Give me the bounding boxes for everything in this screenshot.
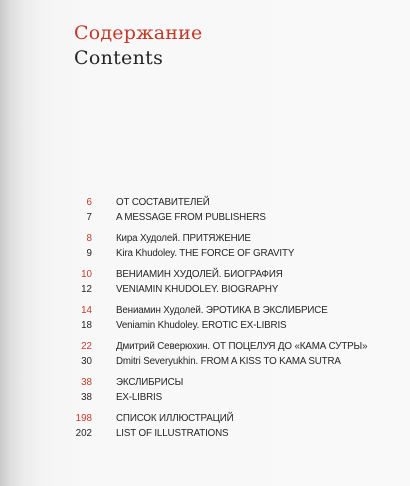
toc-line-russian	[0, 267, 410, 282]
toc-line-russian	[0, 411, 410, 426]
toc-entry-kiss-to-kama-sutra	[0, 339, 410, 369]
toc-line-english	[0, 354, 410, 369]
entry-title: Veniamin Khudoley. EROTIC EX-LIBRIS	[116, 320, 287, 331]
toc-line-russian	[0, 231, 410, 246]
page-number: 14	[81, 305, 92, 316]
toc-entry-list-of-illustrations	[0, 411, 410, 441]
toc-entry-gravity	[0, 231, 410, 261]
page-number: 12	[81, 284, 92, 295]
toc-line-russian	[0, 375, 410, 390]
toc-line-english	[0, 210, 410, 225]
page-number: 6	[86, 197, 92, 208]
heading-russian: Содержание	[74, 22, 203, 44]
entry-title: Kira Khudoley. THE FORCE OF GRAVITY	[116, 248, 295, 259]
page-number: 198	[75, 413, 92, 424]
entry-title: Dmitri Severyukhin. FROM A KISS TO KAMA SUTRA	[116, 356, 341, 367]
page-number: 22	[81, 341, 92, 352]
page-number: 8	[86, 233, 92, 244]
page-number: 202	[75, 428, 92, 439]
toc-line-russian	[0, 303, 410, 318]
toc-entry-biography	[0, 267, 410, 297]
page-number: 7	[86, 212, 92, 223]
toc-line-english	[0, 390, 410, 405]
entry-title: Вениамин Худолей. ЭРОТИКА В ЭКСЛИБРИСЕ	[116, 305, 328, 316]
toc-line-english	[0, 318, 410, 333]
page-number: 38	[81, 377, 92, 388]
entry-title: ЭКСЛИБРИСЫ	[116, 377, 184, 388]
page-number: 9	[86, 248, 92, 259]
entry-title: СПИСОК ИЛЛЮСТРАЦИЙ	[116, 413, 234, 424]
entry-title: LIST OF ILLUSTRATIONS	[116, 428, 229, 439]
entry-title: A MESSAGE FROM PUBLISHERS	[116, 212, 266, 223]
toc-line-russian	[0, 339, 410, 354]
entry-title: Дмитрий Северюхин. ОТ ПОЦЕЛУЯ ДО «КАМА СУТРЫ»	[116, 341, 368, 352]
entry-title: ВЕНИАМИН ХУДОЛЕЙ. БИОГРАФИЯ	[116, 269, 283, 280]
entry-title: EX-LIBRIS	[116, 392, 163, 403]
toc-entry-erotic-ex-libris	[0, 303, 410, 333]
toc-line-english	[0, 246, 410, 261]
toc-line-russian	[0, 195, 410, 210]
page-number: 30	[81, 356, 92, 367]
entry-title: Кира Худолей. ПРИТЯЖЕНИЕ	[116, 233, 251, 244]
toc-line-english	[0, 426, 410, 441]
heading-english: Contents	[74, 47, 164, 69]
toc-entry-publishers	[0, 195, 410, 225]
page-number: 10	[81, 269, 92, 280]
entry-title: ОТ СОСТАВИТЕЛЕЙ	[116, 197, 210, 208]
toc-entry-ex-libris	[0, 375, 410, 405]
page-number: 38	[81, 392, 92, 403]
entry-title: VENIAMIN KHUDOLEY. BIOGRAPHY	[116, 284, 279, 295]
page-number: 18	[81, 320, 92, 331]
toc-line-english	[0, 282, 410, 297]
